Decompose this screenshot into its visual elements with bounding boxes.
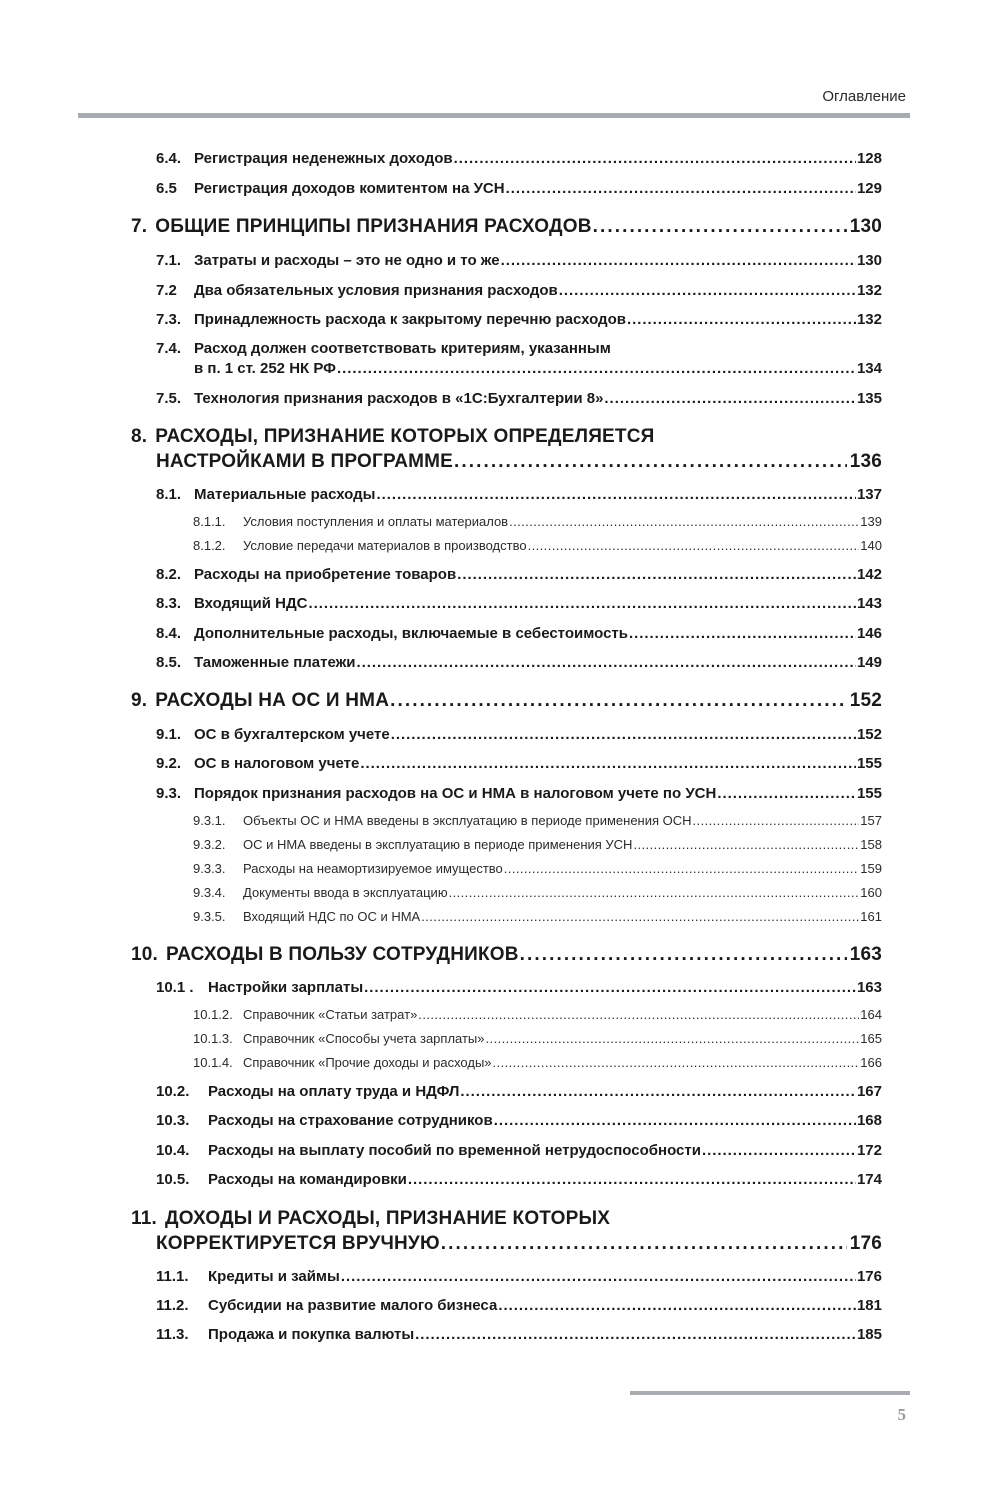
toc-entry-9-3[interactable] <box>156 785 882 802</box>
toc-entry-8-2[interactable] <box>156 566 882 583</box>
entry-number: 7.2 <box>156 282 177 299</box>
leader-dots <box>364 979 856 996</box>
toc-chapter-10[interactable] <box>131 944 882 966</box>
entry-title: Таможенные платежи <box>194 654 356 671</box>
entry-number: 7.1. <box>156 252 182 269</box>
chapter-page: 136 <box>849 451 882 472</box>
leader-dots <box>308 595 856 612</box>
toc-chapter-8-line2[interactable] <box>156 451 882 473</box>
subentry-page: 157 <box>860 813 882 828</box>
toc-entry-6-5[interactable] <box>156 180 882 197</box>
chapter-title-line1: РАСХОДЫ, ПРИЗНАНИЕ КОТОРЫХ ОПРЕДЕЛЯЕТСЯ <box>155 426 655 447</box>
subentry-number: 9.3.4. <box>193 885 226 900</box>
leader-dots <box>360 755 856 772</box>
toc-entry-11-1[interactable] <box>156 1268 882 1285</box>
entry-page: 132 <box>856 282 882 299</box>
leader-dots <box>520 944 847 966</box>
leader-dots <box>702 1142 856 1159</box>
leader-dots <box>376 486 855 503</box>
chapter-title: ОБЩИЕ ПРИНЦИПЫ ПРИЗНАНИЯ РАСХОДОВ <box>155 216 592 237</box>
subentry-title: Условие передачи материалов в производство <box>243 538 527 553</box>
leader-dots <box>415 1326 856 1343</box>
toc-chapter-11-line1[interactable] <box>131 1208 610 1230</box>
entry-number: 6.5 <box>156 180 177 197</box>
entry-page: 137 <box>856 486 882 503</box>
leader-dots <box>717 785 856 802</box>
entry-title: ОС в налоговом учете <box>194 755 360 772</box>
chapter-page: 152 <box>849 690 882 711</box>
leader-dots <box>693 813 860 828</box>
toc-chapter-11-line2[interactable] <box>156 1233 882 1255</box>
subentry-title: Объекты ОС и НМА введены в эксплуатацию в периоде применения ОСН <box>243 813 692 828</box>
entry-page: 130 <box>856 252 882 269</box>
leader-dots <box>341 1268 856 1285</box>
subentry-number: 9.3.5. <box>193 909 226 924</box>
leader-dots <box>528 538 860 553</box>
running-head: Оглавление <box>822 88 906 105</box>
toc-entry-8-5[interactable] <box>156 654 882 671</box>
entry-number: 11.3. <box>156 1326 189 1343</box>
subentry-title: Документы ввода в эксплуатацию <box>243 885 448 900</box>
entry-number: 8.1. <box>156 486 182 503</box>
chapter-number: 7. <box>131 216 148 237</box>
toc-subentry-10-1-4[interactable] <box>193 1055 882 1070</box>
subentry-page: 160 <box>860 885 882 900</box>
entry-title: Настройки зарплаты <box>208 979 364 996</box>
entry-title-line2: в п. 1 ст. 252 НК РФ <box>194 360 336 377</box>
entry-page: 146 <box>856 625 882 642</box>
subentry-page: 166 <box>860 1055 882 1070</box>
entry-title: Затраты и расходы – это не одно и то же <box>194 252 500 269</box>
entry-title: Расходы на оплату труда и НДФЛ <box>208 1083 460 1100</box>
footer-rule <box>630 1391 910 1395</box>
toc-entry-9-1[interactable] <box>156 726 882 743</box>
toc-entry-8-4[interactable] <box>156 625 882 642</box>
subentry-page: 159 <box>860 861 882 876</box>
entry-title: Принадлежность расхода к закрытому перечню расходов <box>194 311 626 328</box>
subentry-page: 158 <box>860 837 882 852</box>
leader-dots <box>390 690 847 712</box>
subentry-number: 9.3.3. <box>193 861 226 876</box>
chapter-title-line2: НАСТРОЙКАМИ В ПРОГРАММЕ <box>156 451 454 472</box>
leader-dots <box>486 1031 860 1046</box>
entry-number: 10.1 . <box>156 979 194 996</box>
toc-subentry-9-3-4[interactable] <box>193 885 882 900</box>
entry-number: 11.1. <box>156 1268 189 1285</box>
toc-entry-11-3[interactable] <box>156 1326 882 1343</box>
toc-subentry-9-3-5[interactable] <box>193 909 882 924</box>
entry-title: Два обязательных условия признания расходов <box>194 282 558 299</box>
entry-number: 11.2. <box>156 1297 189 1314</box>
toc-entry-7-4-line1[interactable] <box>156 340 611 357</box>
entry-number: 8.5. <box>156 654 182 671</box>
leader-dots <box>457 566 856 583</box>
toc-entry-7-5[interactable] <box>156 390 882 407</box>
leader-dots <box>627 311 856 328</box>
toc-subentry-10-1-3[interactable] <box>193 1031 882 1046</box>
subentry-number: 9.3.1. <box>193 813 226 828</box>
subentry-page: 161 <box>860 909 882 924</box>
entry-page: 152 <box>856 726 882 743</box>
entry-page: 163 <box>856 979 882 996</box>
leader-dots <box>504 861 860 876</box>
toc-subentry-9-3-2[interactable] <box>193 837 882 852</box>
entry-title: Продажа и покупка валюты <box>208 1326 415 1343</box>
leader-dots <box>357 654 856 671</box>
subentry-number: 9.3.2. <box>193 837 226 852</box>
toc-entry-10-5[interactable] <box>156 1171 882 1188</box>
toc-subentry-8-1-1[interactable] <box>193 514 882 529</box>
subentry-number: 10.1.3. <box>193 1031 233 1046</box>
leader-dots <box>506 180 856 197</box>
leader-dots <box>493 1055 860 1070</box>
chapter-number: 8. <box>131 426 148 447</box>
leader-dots <box>494 1112 856 1129</box>
leader-dots <box>633 837 859 852</box>
entry-number: 10.4. <box>156 1142 190 1159</box>
page-number: 5 <box>897 1405 906 1424</box>
subentry-title: Справочник «Статьи затрат» <box>243 1007 418 1022</box>
leader-dots <box>460 1083 856 1100</box>
leader-dots <box>501 252 856 269</box>
toc-entry-8-1[interactable] <box>156 486 882 503</box>
leader-dots <box>629 625 856 642</box>
leader-dots <box>408 1171 856 1188</box>
leader-dots <box>509 514 859 529</box>
entry-number: 10.3. <box>156 1112 190 1129</box>
subentry-page: 164 <box>860 1007 882 1022</box>
toc-subentry-9-3-3[interactable] <box>193 861 882 876</box>
entry-page: 181 <box>856 1297 882 1314</box>
chapter-title: РАСХОДЫ НА ОС И НМА <box>155 690 390 711</box>
leader-dots <box>418 1007 859 1022</box>
entry-page: 185 <box>856 1326 882 1343</box>
entry-number: 6.4. <box>156 150 182 167</box>
entry-title: ОС в бухгалтерском учете <box>194 726 390 743</box>
leader-dots <box>337 360 856 377</box>
toc-entry-8-3[interactable] <box>156 595 882 612</box>
chapter-page: 163 <box>849 944 882 965</box>
entry-title: Технология признания расходов в «1С:Бухгалтерии 8» <box>194 390 604 407</box>
entry-page: 168 <box>856 1112 882 1129</box>
subentry-number: 8.1.1. <box>193 514 226 529</box>
subentry-number: 8.1.2. <box>193 538 226 553</box>
entry-title: Дополнительные расходы, включаемые в себестоимость <box>194 625 628 642</box>
chapter-page: 130 <box>849 216 882 237</box>
entry-page: 135 <box>856 390 882 407</box>
entry-page: 172 <box>856 1142 882 1159</box>
leader-dots <box>604 390 856 407</box>
toc-entry-9-2[interactable] <box>156 755 882 772</box>
entry-number: 9.3. <box>156 785 182 802</box>
entry-page: 155 <box>856 755 882 772</box>
chapter-number: 10. <box>131 944 159 965</box>
entry-number: 7.3. <box>156 311 182 328</box>
entry-page: 149 <box>856 654 882 671</box>
entry-page: 174 <box>856 1171 882 1188</box>
entry-number: 9.2. <box>156 755 182 772</box>
entry-title: Кредиты и займы <box>208 1268 340 1285</box>
entry-title: Порядок признания расходов на ОС и НМА в налоговом учете по УСН <box>194 785 717 802</box>
header-rule <box>78 113 910 118</box>
chapter-page: 176 <box>849 1233 882 1254</box>
subentry-page: 140 <box>860 538 882 553</box>
entry-page: 143 <box>856 595 882 612</box>
toc-entry-7-4-line2[interactable] <box>194 360 882 377</box>
chapter-title-line1: ДОХОДЫ И РАСХОДЫ, ПРИЗНАНИЕ КОТОРЫХ <box>164 1208 611 1229</box>
chapter-number: 9. <box>131 690 148 711</box>
toc-entry-6-4[interactable] <box>156 150 882 167</box>
subentry-page: 139 <box>860 514 882 529</box>
toc-subentry-8-1-2[interactable] <box>193 538 882 553</box>
chapter-title-line2: КОРРЕКТИРУЕТСЯ ВРУЧНУЮ <box>156 1233 440 1254</box>
subentry-title: Справочник «Прочие доходы и расходы» <box>243 1055 492 1070</box>
leader-dots <box>441 1233 847 1255</box>
toc-entry-10-1[interactable] <box>156 979 882 996</box>
toc-entry-10-3[interactable] <box>156 1112 882 1129</box>
toc-chapter-9[interactable] <box>131 690 882 712</box>
entry-page: 142 <box>856 566 882 583</box>
entry-number: 7.5. <box>156 390 182 407</box>
entry-title: Расходы на страхование сотрудников <box>208 1112 493 1129</box>
toc-entry-10-4[interactable] <box>156 1142 882 1159</box>
subentry-page: 165 <box>860 1031 882 1046</box>
toc-chapter-7[interactable] <box>131 216 882 238</box>
entry-title: Входящий НДС <box>194 595 308 612</box>
toc-entry-7-1[interactable] <box>156 252 882 269</box>
leader-dots <box>454 150 856 167</box>
entry-number: 8.2. <box>156 566 182 583</box>
entry-number: 8.3. <box>156 595 182 612</box>
entry-title: Материальные расходы <box>194 486 376 503</box>
entry-page: 155 <box>856 785 882 802</box>
leader-dots <box>449 885 860 900</box>
entry-title: Регистрация доходов комитентом на УСН <box>194 180 505 197</box>
entry-title: Расходы на выплату пособий по временной нетрудоспособности <box>208 1142 701 1159</box>
toc-entry-7-2[interactable] <box>156 282 882 299</box>
entry-title: Регистрация неденежных доходов <box>194 150 453 167</box>
toc-entry-7-3[interactable] <box>156 311 882 328</box>
leader-dots <box>391 726 856 743</box>
entry-title: Расходы на командировки <box>208 1171 407 1188</box>
entry-title: Расходы на приобретение товаров <box>194 566 457 583</box>
subentry-title: Входящий НДС по ОС и НМА <box>243 909 421 924</box>
entry-number: 9.1. <box>156 726 182 743</box>
leader-dots <box>559 282 856 299</box>
subentry-title: ОС и НМА введены в эксплуатацию в периоде применения УСН <box>243 837 633 852</box>
entry-page: 167 <box>856 1083 882 1100</box>
leader-dots <box>421 909 859 924</box>
subentry-title: Справочник «Способы учета зарплаты» <box>243 1031 485 1046</box>
entry-number: 8.4. <box>156 625 182 642</box>
subentry-title: Условия поступления и оплаты материалов <box>243 514 509 529</box>
leader-dots <box>454 451 847 473</box>
toc-entry-10-2[interactable] <box>156 1083 882 1100</box>
entry-page: 132 <box>856 311 882 328</box>
subentry-number: 10.1.2. <box>193 1007 233 1022</box>
entry-number: 10.5. <box>156 1171 190 1188</box>
entry-page: 134 <box>856 360 882 377</box>
chapter-number: 11. <box>131 1208 157 1229</box>
entry-page: 129 <box>856 180 882 197</box>
subentry-number: 10.1.4. <box>193 1055 233 1070</box>
entry-page: 128 <box>856 150 882 167</box>
entry-number: 10.2. <box>156 1083 190 1100</box>
chapter-title: РАСХОДЫ В ПОЛЬЗУ СОТРУДНИКОВ <box>166 944 519 965</box>
leader-dots <box>593 216 847 238</box>
entry-number: 7.4. <box>156 340 182 357</box>
toc-subentry-10-1-2[interactable] <box>193 1007 882 1022</box>
entry-page: 176 <box>856 1268 882 1285</box>
leader-dots <box>498 1297 856 1314</box>
toc-subentry-9-3-1[interactable] <box>193 813 882 828</box>
toc-entry-11-2[interactable] <box>156 1297 882 1314</box>
entry-title-line1: Расход должен соответствовать критериям, указанным <box>194 340 611 357</box>
entry-title: Субсидии на развитие малого бизнеса <box>208 1297 498 1314</box>
toc-chapter-8-line1[interactable] <box>131 426 655 448</box>
subentry-title: Расходы на неамортизируемое имущество <box>243 861 503 876</box>
